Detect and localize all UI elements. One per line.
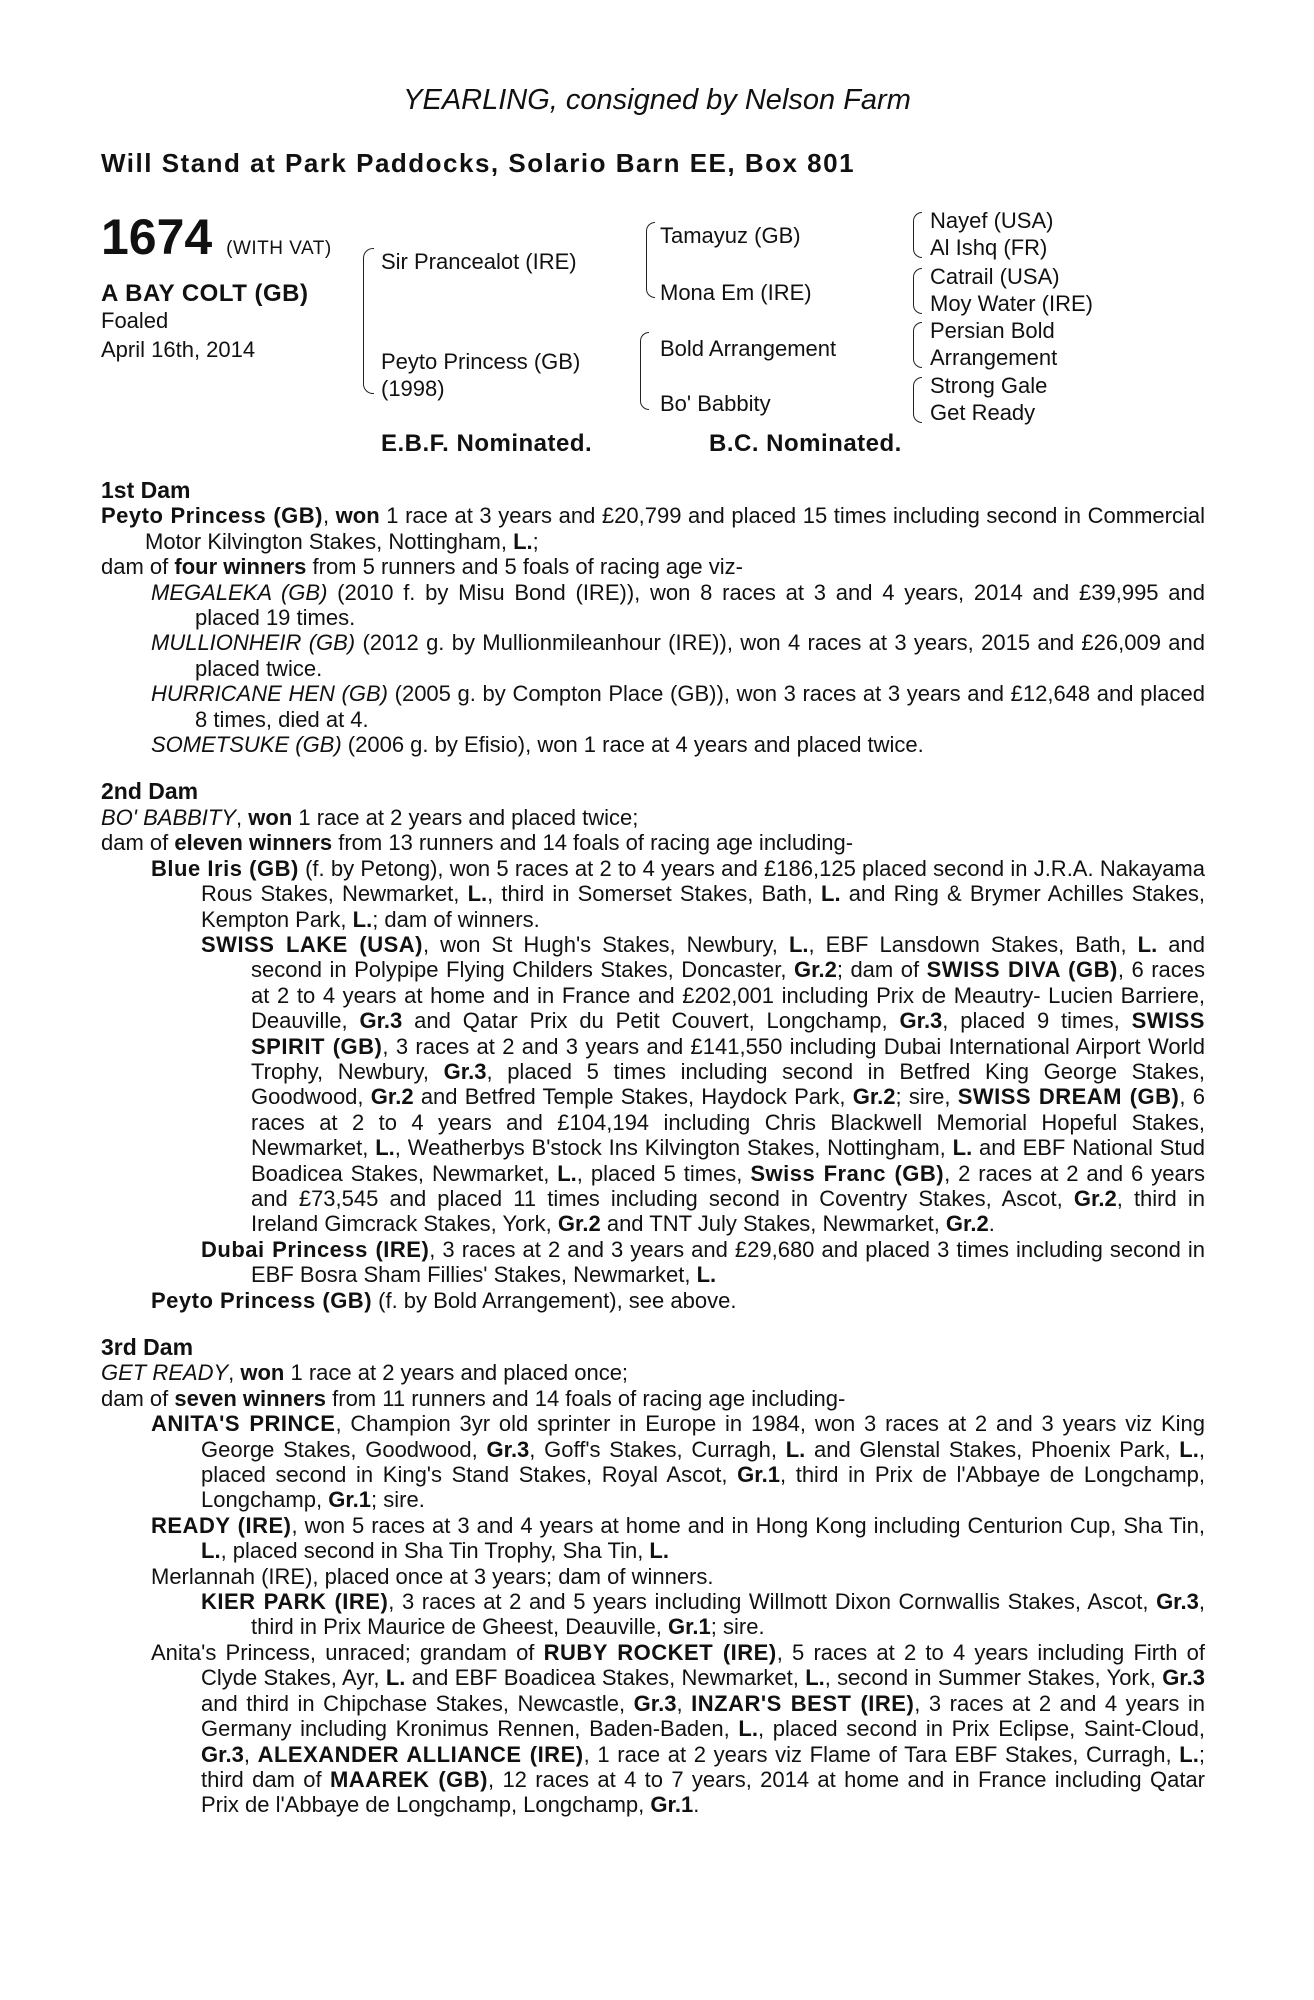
- foaled-date: April 16th, 2014: [101, 337, 256, 362]
- second-dam-record: BO' BABBITY, won 1 race at 2 years and placed twice;: [101, 804, 639, 830]
- pedigree-g3b: Arrangement: [930, 345, 1058, 370]
- produce-item: SWISS LAKE (USA), won St Hugh's Stakes, Newbury, L., EBF Lansdown Stakes, Bath, L. and second in Polypipe Flying Childers Stakes, Doncaster, Gr.2; dam of SWISS DIVA (GB), 6 races at 2 to 4 years at home and in France and £202,001 including Prix de Meautry- Lucien Barriere, Deauville, Gr.3 and Qatar Prix du Petit Couvert, Longchamp, Gr.3, placed 9 times, SWISS SPIRIT (GB), 3 races at 2 and 3 years and £141,550 including Dubai International Airport World Trophy, Newbury, Gr.3, placed 5 times including second in Betfred King George Stakes, Goodwood, Gr.2 and Betfred Temple Stakes, Haydock Park, Gr.2; sire, SWISS DREAM (GB), 6 races at 2 to 4 years and £104,194 including Chris Blackwell Memorial Hopeful Stakes, Newmarket, L., Weatherbys B'stock Ins Kilvington Stakes, Nottingham, L. and EBF National Stud Boadicea Stakes, Newmarket, L., placed 5 times, Swiss Franc (GB), 2 races at 2 and 6 years and £73,545 and placed 11 times including second in Coventry Stakes, Ascot, Gr.2, third in Ireland Gimcrack Stakes, York, Gr.2 and TNT July Stakes, Newmarket, Gr.2.: [201, 931, 1206, 1237]
- stand-location: Will Stand at Park Paddocks, Solario Barn EE, Box 801: [101, 148, 856, 178]
- pedigree-sire-dam: Mona Em (IRE): [660, 280, 812, 305]
- pedigree-g4b: Get Ready: [930, 400, 1036, 425]
- pedigree-dam: Peyto Princess (GB): [381, 349, 581, 374]
- produce-item: ANITA'S PRINCE, Champion 3yr old sprinter in Europe in 1984, won 3 races at 2 and 3 years viz King George Stakes, Goodwood, Gr.3, Goff's Stakes, Curragh, L. and Glenstal Stakes, Phoenix Park, L., placed second in King's Stand Stakes, Royal Ascot, Gr.1, third in Prix de l'Abbaye de Longchamp, Longchamp, Gr.1; sire.: [151, 1411, 1205, 1513]
- third-dam-section: [101, 1335, 1205, 1818]
- produce-item: HURRICANE HEN (GB) (2005 g. by Compton Place (GB)), won 3 races at 3 years and £12,648 and placed 8 times, died at 4.: [151, 681, 1205, 732]
- first-dam-record: Peyto Princess (GB), won 1 race at 3 years and £20,799 and placed 15 times including second in Commercial Motor Kilvington Stakes, Nottingham, L.;: [101, 503, 1205, 554]
- second-dam-section: [101, 779, 1205, 1313]
- pedigree-g3a: Persian Bold: [930, 318, 1055, 343]
- dam-family-text: [101, 478, 1205, 1818]
- produce-item: MEGALEKA (GB) (2010 f. by Misu Bond (IRE)), won 8 races at 3 and 4 years, 2014 and £39,995 and placed 19 times.: [151, 579, 1205, 631]
- pedigree-dam-year: (1998): [381, 376, 445, 401]
- second-dam-heading: 2nd Dam: [101, 778, 199, 805]
- produce-item: KIER PARK (IRE), 3 races at 2 and 5 years including Willmott Dixon Cornwallis Stakes, Ascot, Gr.3, third in Prix Maurice de Gheest, Deauville, Gr.1; sire.: [201, 1589, 1205, 1640]
- pedigree-dam-dam: Bo' Babbity: [660, 391, 771, 416]
- vat-label: (WITH VAT): [226, 238, 332, 259]
- pedigree-brace-g4: [913, 377, 922, 423]
- pedigree-brace-g3: [913, 322, 922, 368]
- produce-item: Anita's Princess, unraced; grandam of RUBY ROCKET (IRE), 5 races at 2 to 4 years including Firth of Clyde Stakes, Ayr, L. and EBF Boadicea Stakes, Newmarket, L., second in Summer Stakes, York, Gr.3 and third in Chipchase Stakes, Newcastle, Gr.3, INZAR'S BEST (IRE), 3 races at 2 and 4 years in Germany including Kronimus Rennen, Baden-Baden, L., placed second in Prix Eclipse, Saint-Cloud, Gr.3, ALEXANDER ALLIANCE (IRE), 1 race at 2 years viz Flame of Tara EBF Stakes, Curragh, L.; third dam of MAAREK (GB), 12 races at 4 to 7 years, 2014 at home and in France including Qatar Prix de l'Abbaye de Longchamp, Longchamp, Gr.1.: [151, 1639, 1206, 1818]
- second-dam-produce: dam of eleven winners from 13 runners and 14 foals of racing age including-: [101, 830, 854, 856]
- lot-title: A BAY COLT (GB): [101, 280, 309, 307]
- pedigree-brace-g2: [913, 268, 922, 314]
- pedigree-g4a: Strong Gale: [930, 373, 1048, 398]
- produce-item: Blue Iris (GB) (f. by Petong), won 5 races at 2 to 4 years and £186,125 placed second in J.R.A. Nakayama Rous Stakes, Newmarket, L., third in Somerset Stakes, Bath, L. and Ring & Brymer Achilles Stakes, Kempton Park, L.; dam of winners.: [151, 855, 1205, 932]
- pedigree-g2b: Moy Water (IRE): [930, 291, 1093, 316]
- pedigree-g1a: Nayef (USA): [930, 208, 1054, 233]
- produce-item: SOMETSUKE (GB) (2006 g. by Efisio), won 1 race at 4 years and placed twice.: [151, 732, 924, 758]
- produce-item: MULLIONHEIR (GB) (2012 g. by Mullionmileanhour (IRE)), won 4 races at 3 years, 2015 and £26,009 and placed twice.: [151, 630, 1205, 681]
- consignment-line: YEARLING, consigned by Nelson Farm: [403, 84, 911, 116]
- foaled-info: [101, 306, 255, 364]
- produce-item: READY (IRE), won 5 races at 3 and 4 years at home and in Hong Kong including Centurion Cup, Sha Tin, L., placed second in Sha Tin Trophy, Sha Tin, L.: [151, 1512, 1205, 1564]
- lot-number-value: 1674: [101, 209, 213, 265]
- third-dam-produce: dam of seven winners from 11 runners and 14 foals of racing age including-: [101, 1385, 846, 1411]
- pedigree-brace-sire: [646, 222, 655, 298]
- pedigree-sire-sire: Tamayuz (GB): [660, 223, 801, 248]
- produce-item: Peyto Princess (GB) (f. by Bold Arrangement), see above.: [151, 1287, 737, 1313]
- pedigree-g2a: Catrail (USA): [930, 264, 1060, 289]
- lot-number: [101, 209, 332, 265]
- ebf-nominated: E.B.F. Nominated.: [381, 430, 593, 457]
- foaled-label: Foaled: [101, 308, 169, 333]
- first-dam-heading: 1st Dam: [101, 477, 191, 503]
- pedigree-g1b: Al Ishq (FR): [930, 235, 1048, 260]
- third-dam-record: GET READY, won 1 race at 2 years and placed once;: [101, 1360, 629, 1386]
- pedigree-dam-sire: Bold Arrangement: [660, 336, 837, 361]
- first-dam-section: [101, 478, 1205, 757]
- produce-item: Dubai Princess (IRE), 3 races at 2 and 3 years and £29,680 and placed 3 times including second in EBF Bosra Sham Fillies' Stakes, Newmarket, L.: [201, 1236, 1205, 1288]
- produce-item: Merlannah (IRE), placed once at 3 years; dam of winners.: [151, 1563, 714, 1589]
- pedigree-brace-main: [363, 248, 374, 394]
- first-dam-produce: dam of four winners from 5 runners and 5 foals of racing age viz-: [101, 554, 743, 580]
- third-dam-heading: 3rd Dam: [101, 1334, 194, 1360]
- pedigree-brace-g1: [913, 212, 922, 258]
- bc-nominated: B.C. Nominated.: [709, 430, 902, 457]
- pedigree-sire: Sir Prancealot (IRE): [381, 249, 577, 274]
- pedigree-brace-dam: [640, 332, 649, 410]
